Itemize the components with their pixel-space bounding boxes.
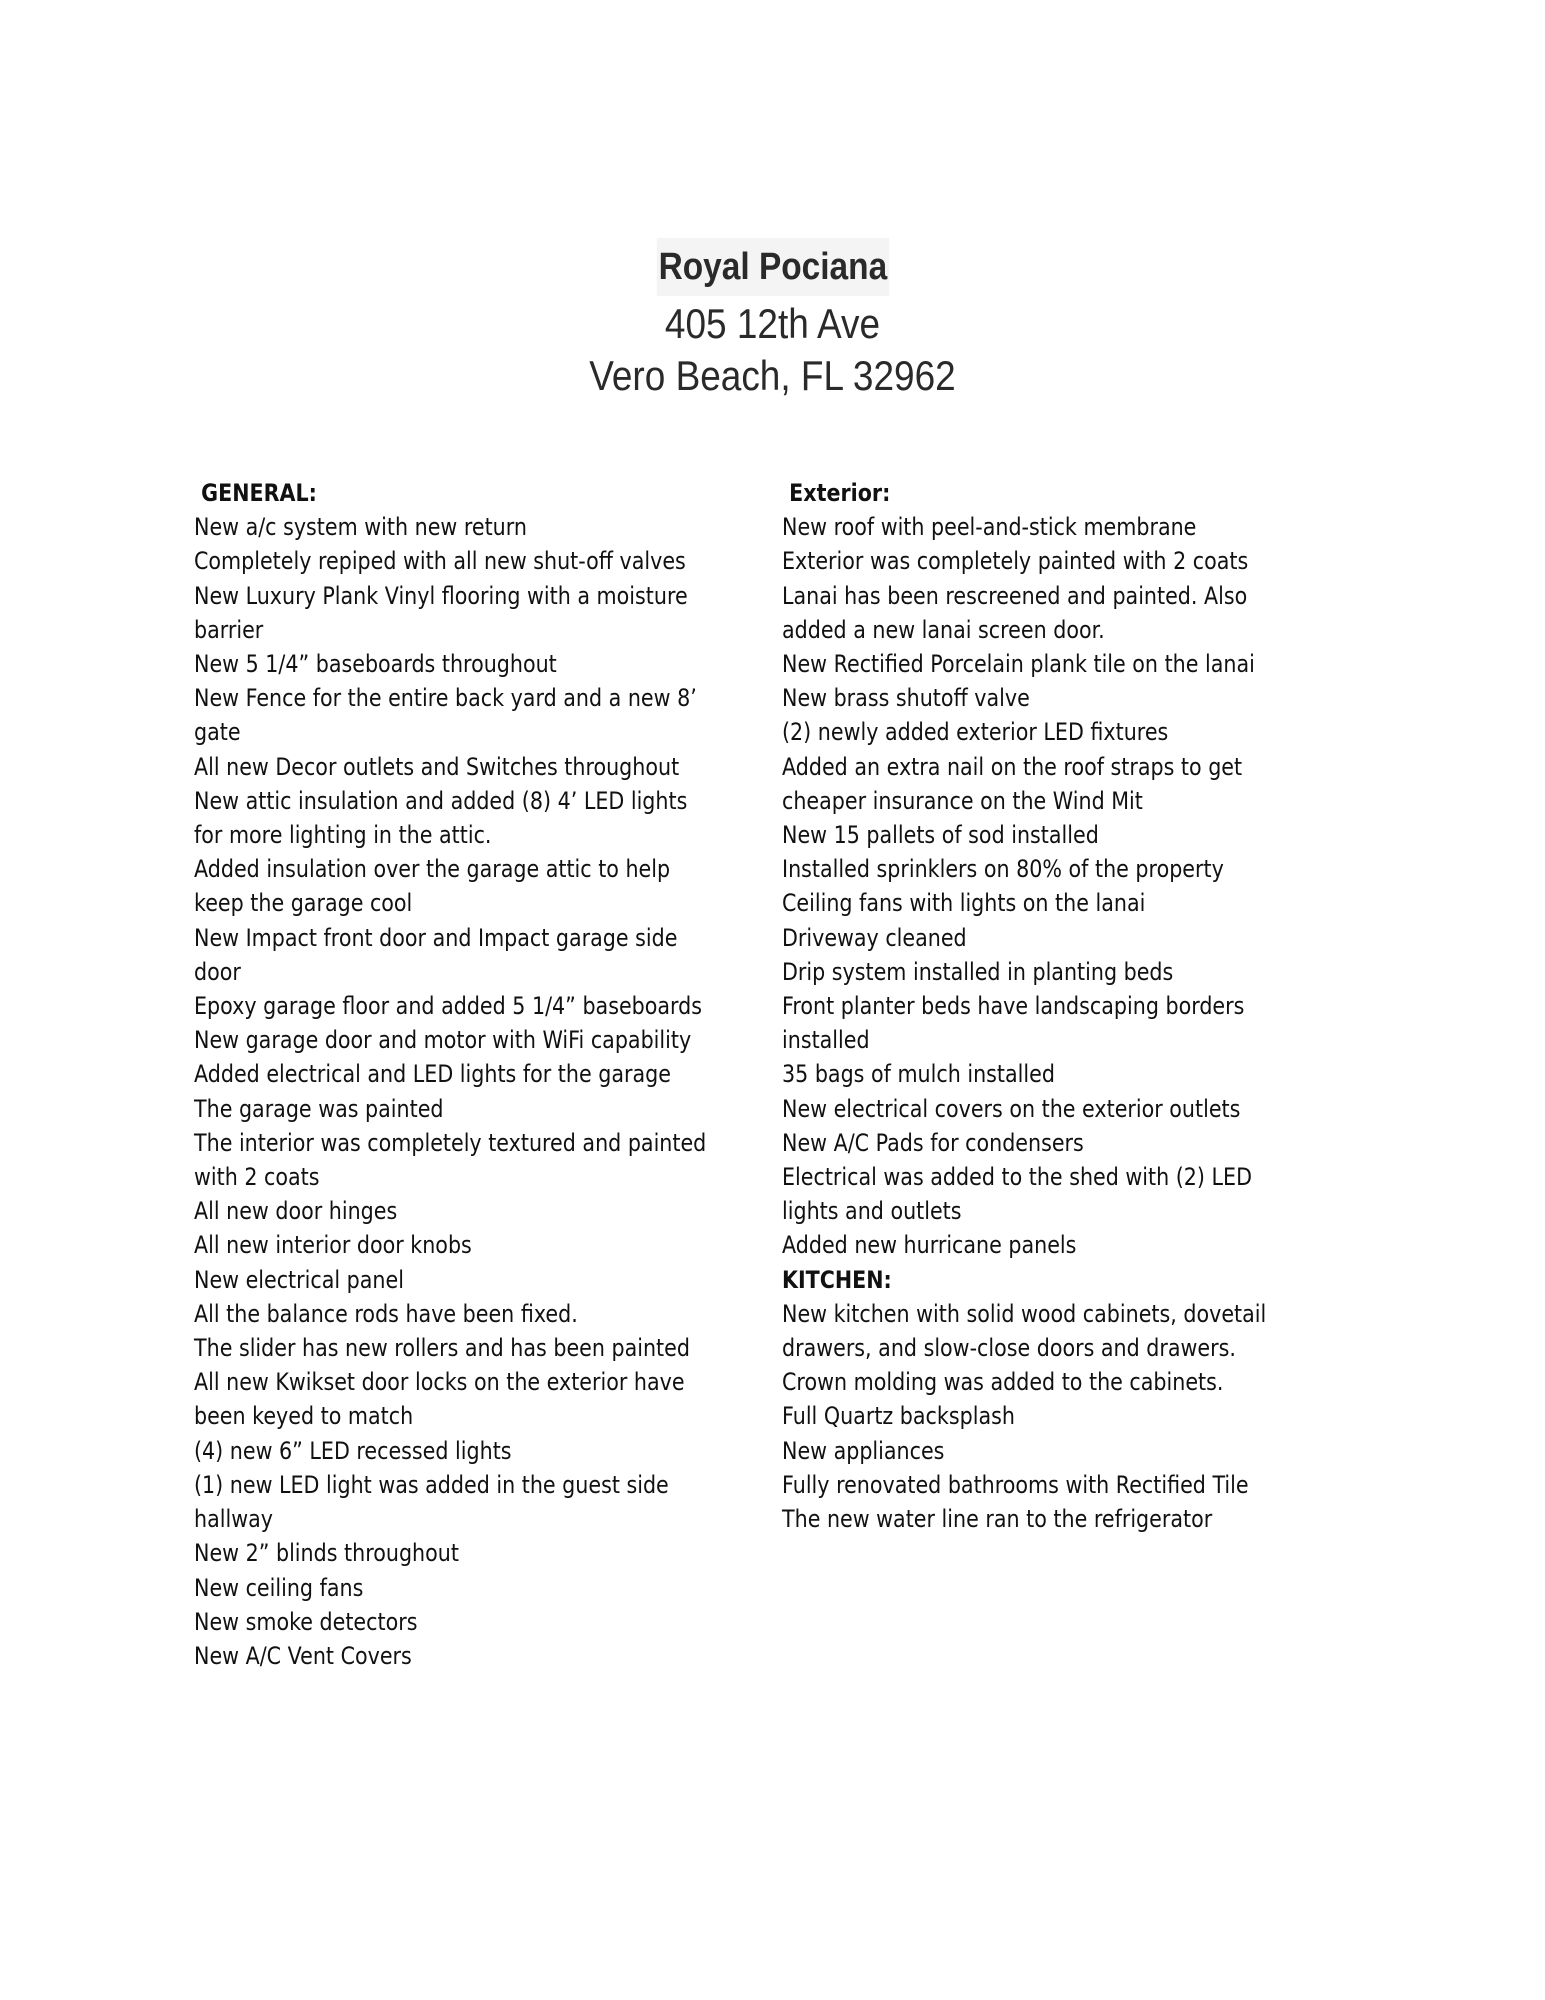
general-item: New 2” blinds throughout: [194, 1539, 459, 1568]
general-item: barrier: [194, 615, 264, 644]
general-item: All new door hinges: [194, 1197, 398, 1226]
city-state-zip: Vero Beach, FL 32962: [589, 352, 956, 399]
general-item: hallway: [194, 1505, 273, 1534]
general-item: gate: [194, 718, 241, 747]
general-item: All new Kwikset door locks on the exterior have: [194, 1368, 685, 1397]
kitchen-item: drawers, and slow-close doors and drawers.: [782, 1334, 1236, 1363]
exterior-item: added a new lanai screen door.: [782, 615, 1105, 644]
general-item: Added insulation over the garage attic to help: [194, 855, 671, 884]
general-item: New 5 1/4” baseboards throughout: [194, 650, 557, 679]
general-item: been keyed to match: [194, 1402, 414, 1431]
exterior-item: installed: [782, 1026, 870, 1055]
general-item: New electrical panel: [194, 1265, 404, 1294]
general-item: New ceiling fans: [194, 1573, 364, 1602]
property-name: Royal Pociana: [656, 238, 888, 296]
kitchen-item: The new water line ran to the refrigerator: [782, 1505, 1213, 1534]
general-item: New Fence for the entire back yard and a new 8’: [194, 684, 697, 713]
exterior-item: Front planter beds have landscaping borders: [782, 992, 1245, 1021]
exterior-item: New 15 pallets of sod installed: [782, 821, 1099, 850]
exterior-item: Exterior was completely painted with 2 coats: [782, 547, 1249, 576]
exterior-item: (2) newly added exterior LED fixtures: [782, 718, 1169, 747]
document-header: [0, 238, 1545, 402]
general-item: The interior was completely textured and painted: [194, 1128, 707, 1157]
general-item: door: [194, 957, 241, 986]
general-item: (4) new 6” LED recessed lights: [194, 1436, 512, 1465]
general-item: The garage was painted: [194, 1094, 444, 1123]
general-item: for more lighting in the attic.: [194, 821, 492, 850]
general-item: Added electrical and LED lights for the garage: [194, 1060, 671, 1089]
kitchen-item: New kitchen with solid wood cabinets, dovetail: [782, 1299, 1267, 1328]
general-item: New smoke detectors: [194, 1607, 418, 1636]
exterior-item: New brass shutoff valve: [782, 684, 1030, 713]
exterior-item: Drip system installed in planting beds: [782, 957, 1174, 986]
exterior-item: Lanai has been rescreened and painted. Also: [782, 581, 1248, 610]
general-item: with 2 coats: [194, 1163, 320, 1192]
exterior-item: New A/C Pads for condensers: [782, 1128, 1084, 1157]
general-column: [194, 476, 790, 1673]
exterior-item: Electrical was added to the shed with (2) LED: [782, 1163, 1252, 1192]
kitchen-item: Full Quartz backsplash: [782, 1402, 1015, 1431]
general-item: Epoxy garage floor and added 5 1/4” baseboards: [194, 992, 703, 1021]
exterior-heading: Exterior:: [782, 479, 891, 507]
exterior-item: Added new hurricane panels: [782, 1231, 1077, 1260]
exterior-item: New roof with peel-and-stick membrane: [782, 513, 1197, 542]
exterior-item: New electrical covers on the exterior outlets: [782, 1094, 1241, 1123]
kitchen-heading: KITCHEN:: [782, 1265, 892, 1294]
general-item: New attic insulation and added (8) 4’ LED lights: [194, 786, 688, 815]
exterior-item: Driveway cleaned: [782, 923, 967, 952]
general-item: New a/c system with new return: [194, 513, 527, 542]
exterior-item: lights and outlets: [782, 1197, 962, 1226]
street-address: 405 12th Ave: [664, 300, 881, 347]
exterior-item: Ceiling fans with lights on the lanai: [782, 889, 1146, 918]
exterior-item: Added an extra nail on the roof straps to get: [782, 752, 1243, 781]
general-item: All new interior door knobs: [194, 1231, 472, 1260]
exterior-column: [782, 476, 1345, 1536]
kitchen-item: New appliances: [782, 1436, 945, 1465]
general-heading: GENERAL:: [194, 479, 317, 507]
general-item: (1) new LED light was added in the guest side: [194, 1470, 669, 1499]
general-item: New Luxury Plank Vinyl flooring with a moisture: [194, 581, 688, 610]
general-item: New garage door and motor with WiFi capability: [194, 1026, 692, 1055]
kitchen-item: Crown molding was added to the cabinets.: [782, 1368, 1224, 1397]
general-item: New Impact front door and Impact garage side: [194, 923, 678, 952]
general-item: keep the garage cool: [194, 889, 413, 918]
general-item: The slider has new rollers and has been painted: [194, 1334, 690, 1363]
exterior-item: New Rectified Porcelain plank tile on the lanai: [782, 650, 1255, 679]
general-item: All new Decor outlets and Switches throughout: [194, 752, 680, 781]
exterior-item: 35 bags of mulch installed: [782, 1060, 1055, 1089]
general-item: New A/C Vent Covers: [194, 1641, 412, 1670]
exterior-item: cheaper insurance on the Wind Mit: [782, 786, 1143, 815]
kitchen-item: Fully renovated bathrooms with Rectified Tile: [782, 1470, 1249, 1499]
exterior-item: Installed sprinklers on 80% of the property: [782, 855, 1224, 884]
general-item: Completely repiped with all new shut-off valves: [194, 547, 686, 576]
general-item: All the balance rods have been fixed.: [194, 1299, 578, 1328]
